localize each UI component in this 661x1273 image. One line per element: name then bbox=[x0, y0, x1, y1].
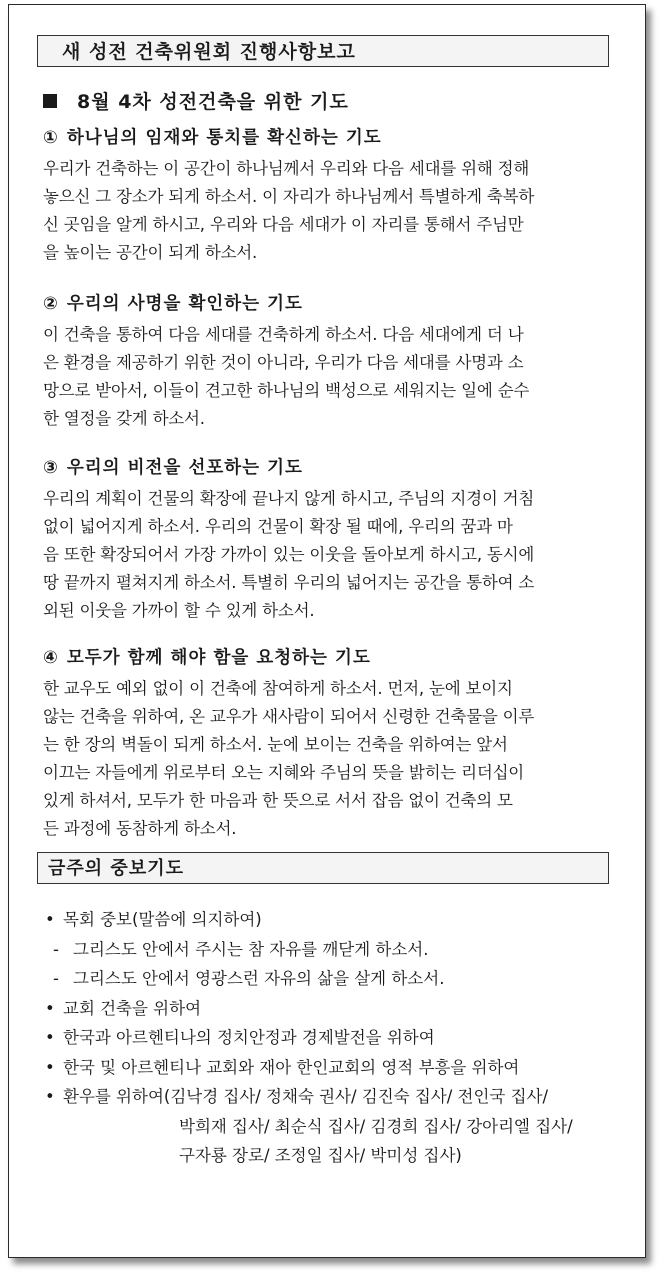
list-item-text: 교회 건축을 위하여 bbox=[63, 998, 202, 1018]
section-title-text: 모두가 함께 해야 함을 요청하는 기도 bbox=[66, 648, 371, 668]
bullet-icon: • bbox=[45, 1028, 55, 1047]
body-line: 않는 건축을 위하여, 온 교우가 새사람이 되어서 신령한 건축물을 이루 bbox=[43, 707, 535, 726]
body-line: 땅 끝까지 펼쳐지게 하소서. 특별히 우리의 넓어지는 공간을 통하여 소 bbox=[43, 573, 535, 592]
body-line: 외된 이웃을 가까이 할 수 있게 하소서. bbox=[43, 601, 315, 620]
list-item-text: 한국과 아르헨티나의 정치안정과 경제발전을 위하여 bbox=[63, 1028, 435, 1047]
list-subitem bbox=[45, 935, 615, 965]
list-item-text: 한국 및 아르헨티나 교회와 재아 한인교회의 영적 부흥을 위하여 bbox=[63, 1057, 520, 1077]
intercession-list bbox=[45, 905, 615, 1171]
body-line: 한 교우도 예외 없이 이 건축에 참여하게 하소서. 먼저, 눈에 보이지 bbox=[43, 679, 513, 698]
body-line: 음 또한 확장되어서 가장 가까이 있는 이웃을 돌아보게 하시고, 동시에 bbox=[43, 545, 535, 564]
body-line: 있게 하셔서, 모두가 한 마음과 한 뜻으로 서서 잡음 없이 건축의 모 bbox=[43, 791, 513, 810]
section-title bbox=[43, 645, 603, 671]
section-number: ③ bbox=[43, 458, 59, 478]
bullet-icon: • bbox=[45, 1057, 55, 1077]
body-line: 한 열정을 갖게 하소서. bbox=[43, 409, 205, 428]
section-body bbox=[43, 675, 603, 843]
bullet-icon: • bbox=[45, 910, 55, 929]
prayer-section-2 bbox=[43, 291, 603, 433]
prayer-heading-text: 8월 4차 성전건축을 위한 기도 bbox=[77, 91, 349, 113]
list-item-text: 그리스도 안에서 주시는 참 자유를 깨닫게 하소서. bbox=[73, 939, 429, 959]
body-line: 은 환경을 제공하기 위한 것이 아니라, 우리가 다음 세대를 사명과 소 bbox=[43, 353, 524, 372]
list-item bbox=[45, 1023, 615, 1053]
list-item bbox=[45, 1053, 615, 1083]
list-item-text: 그리스도 안에서 영광스런 자유의 삶을 살게 하소서. bbox=[73, 969, 445, 988]
list-item-text: 박희재 집사/ 최순식 집사/ 김경희 집사/ 강아리엘 집사/ bbox=[179, 1116, 573, 1136]
list-subitem bbox=[45, 964, 615, 994]
section-body bbox=[43, 321, 603, 433]
prayer-heading bbox=[43, 87, 349, 114]
dash-icon: - bbox=[53, 939, 59, 959]
square-bullet-icon bbox=[43, 94, 57, 108]
prayer-section-1 bbox=[43, 125, 603, 267]
dash-icon: - bbox=[53, 969, 59, 988]
intercession-title: 금주의 중보기도 bbox=[37, 852, 609, 884]
body-line: 을 높이는 공간이 되게 하소서. bbox=[43, 243, 258, 262]
bulletin-page bbox=[8, 4, 646, 1258]
section-body bbox=[43, 155, 603, 267]
list-item-text: 목회 중보(말씀에 의지하여) bbox=[63, 910, 262, 929]
section-title-text: 우리의 사명을 확인하는 기도 bbox=[66, 294, 303, 314]
section-body bbox=[43, 485, 603, 625]
section-title-text: 우리의 비전을 선포하는 기도 bbox=[66, 458, 303, 478]
body-line: 우리가 건축하는 이 공간이 하나님께서 우리와 다음 세대를 위해 정해 bbox=[43, 159, 530, 178]
section-number: ② bbox=[43, 294, 59, 314]
section-title bbox=[43, 291, 603, 317]
bullet-icon: • bbox=[45, 1087, 55, 1106]
bullet-icon: • bbox=[45, 998, 55, 1018]
section-title bbox=[43, 125, 603, 151]
body-line: 든 과정에 동참하게 하소서. bbox=[43, 819, 237, 838]
list-item bbox=[45, 905, 615, 935]
section-number: ① bbox=[43, 128, 59, 148]
body-line: 없이 넓어지게 하소서. 우리의 건물이 확장 될 때에, 우리의 꿈과 마 bbox=[43, 517, 513, 536]
body-line: 이끄는 자들에게 위로부터 오는 지혜와 주님의 뜻을 밝히는 리더십이 bbox=[43, 763, 525, 782]
list-item-continuation bbox=[45, 1141, 615, 1171]
prayer-section-4 bbox=[43, 645, 603, 843]
list-item-text: 구자룡 장로/ 조정일 집사/ 박미성 집사) bbox=[179, 1146, 462, 1165]
section-title bbox=[43, 455, 603, 481]
body-line: 신 곳임을 알게 하시고, 우리와 다음 세대가 이 자리를 통해서 주님만 bbox=[43, 215, 524, 234]
body-line: 우리의 계획이 건물의 확장에 끝나지 않게 하시고, 주님의 지경이 거침 bbox=[43, 489, 535, 508]
prayer-section-3 bbox=[43, 455, 603, 625]
section-title-text: 하나님의 임재와 통치를 확신하는 기도 bbox=[66, 128, 382, 148]
list-item bbox=[45, 1082, 615, 1112]
page-title: 새 성전 건축위원회 진행사항보고 bbox=[37, 35, 609, 67]
list-item-continuation bbox=[45, 1112, 615, 1142]
section-number: ④ bbox=[43, 648, 59, 668]
list-item bbox=[45, 994, 615, 1024]
body-line: 망으로 받아서, 이들이 견고한 하나님의 백성으로 세워지는 일에 순수 bbox=[43, 381, 530, 400]
list-item-text: 환우를 위하여(김낙경 집사/ 정채숙 권사/ 김진숙 집사/ 전인국 집사/ bbox=[63, 1087, 549, 1106]
body-line: 이 건축을 통하여 다음 세대를 건축하게 하소서. 다음 세대에게 더 나 bbox=[43, 325, 524, 344]
body-line: 는 한 장의 벽돌이 되게 하소서. 눈에 보이는 건축을 위하여는 앞서 bbox=[43, 735, 508, 754]
body-line: 놓으신 그 장소가 되게 하소서. 이 자리가 하나님께서 특별하게 축복하 bbox=[43, 187, 535, 206]
